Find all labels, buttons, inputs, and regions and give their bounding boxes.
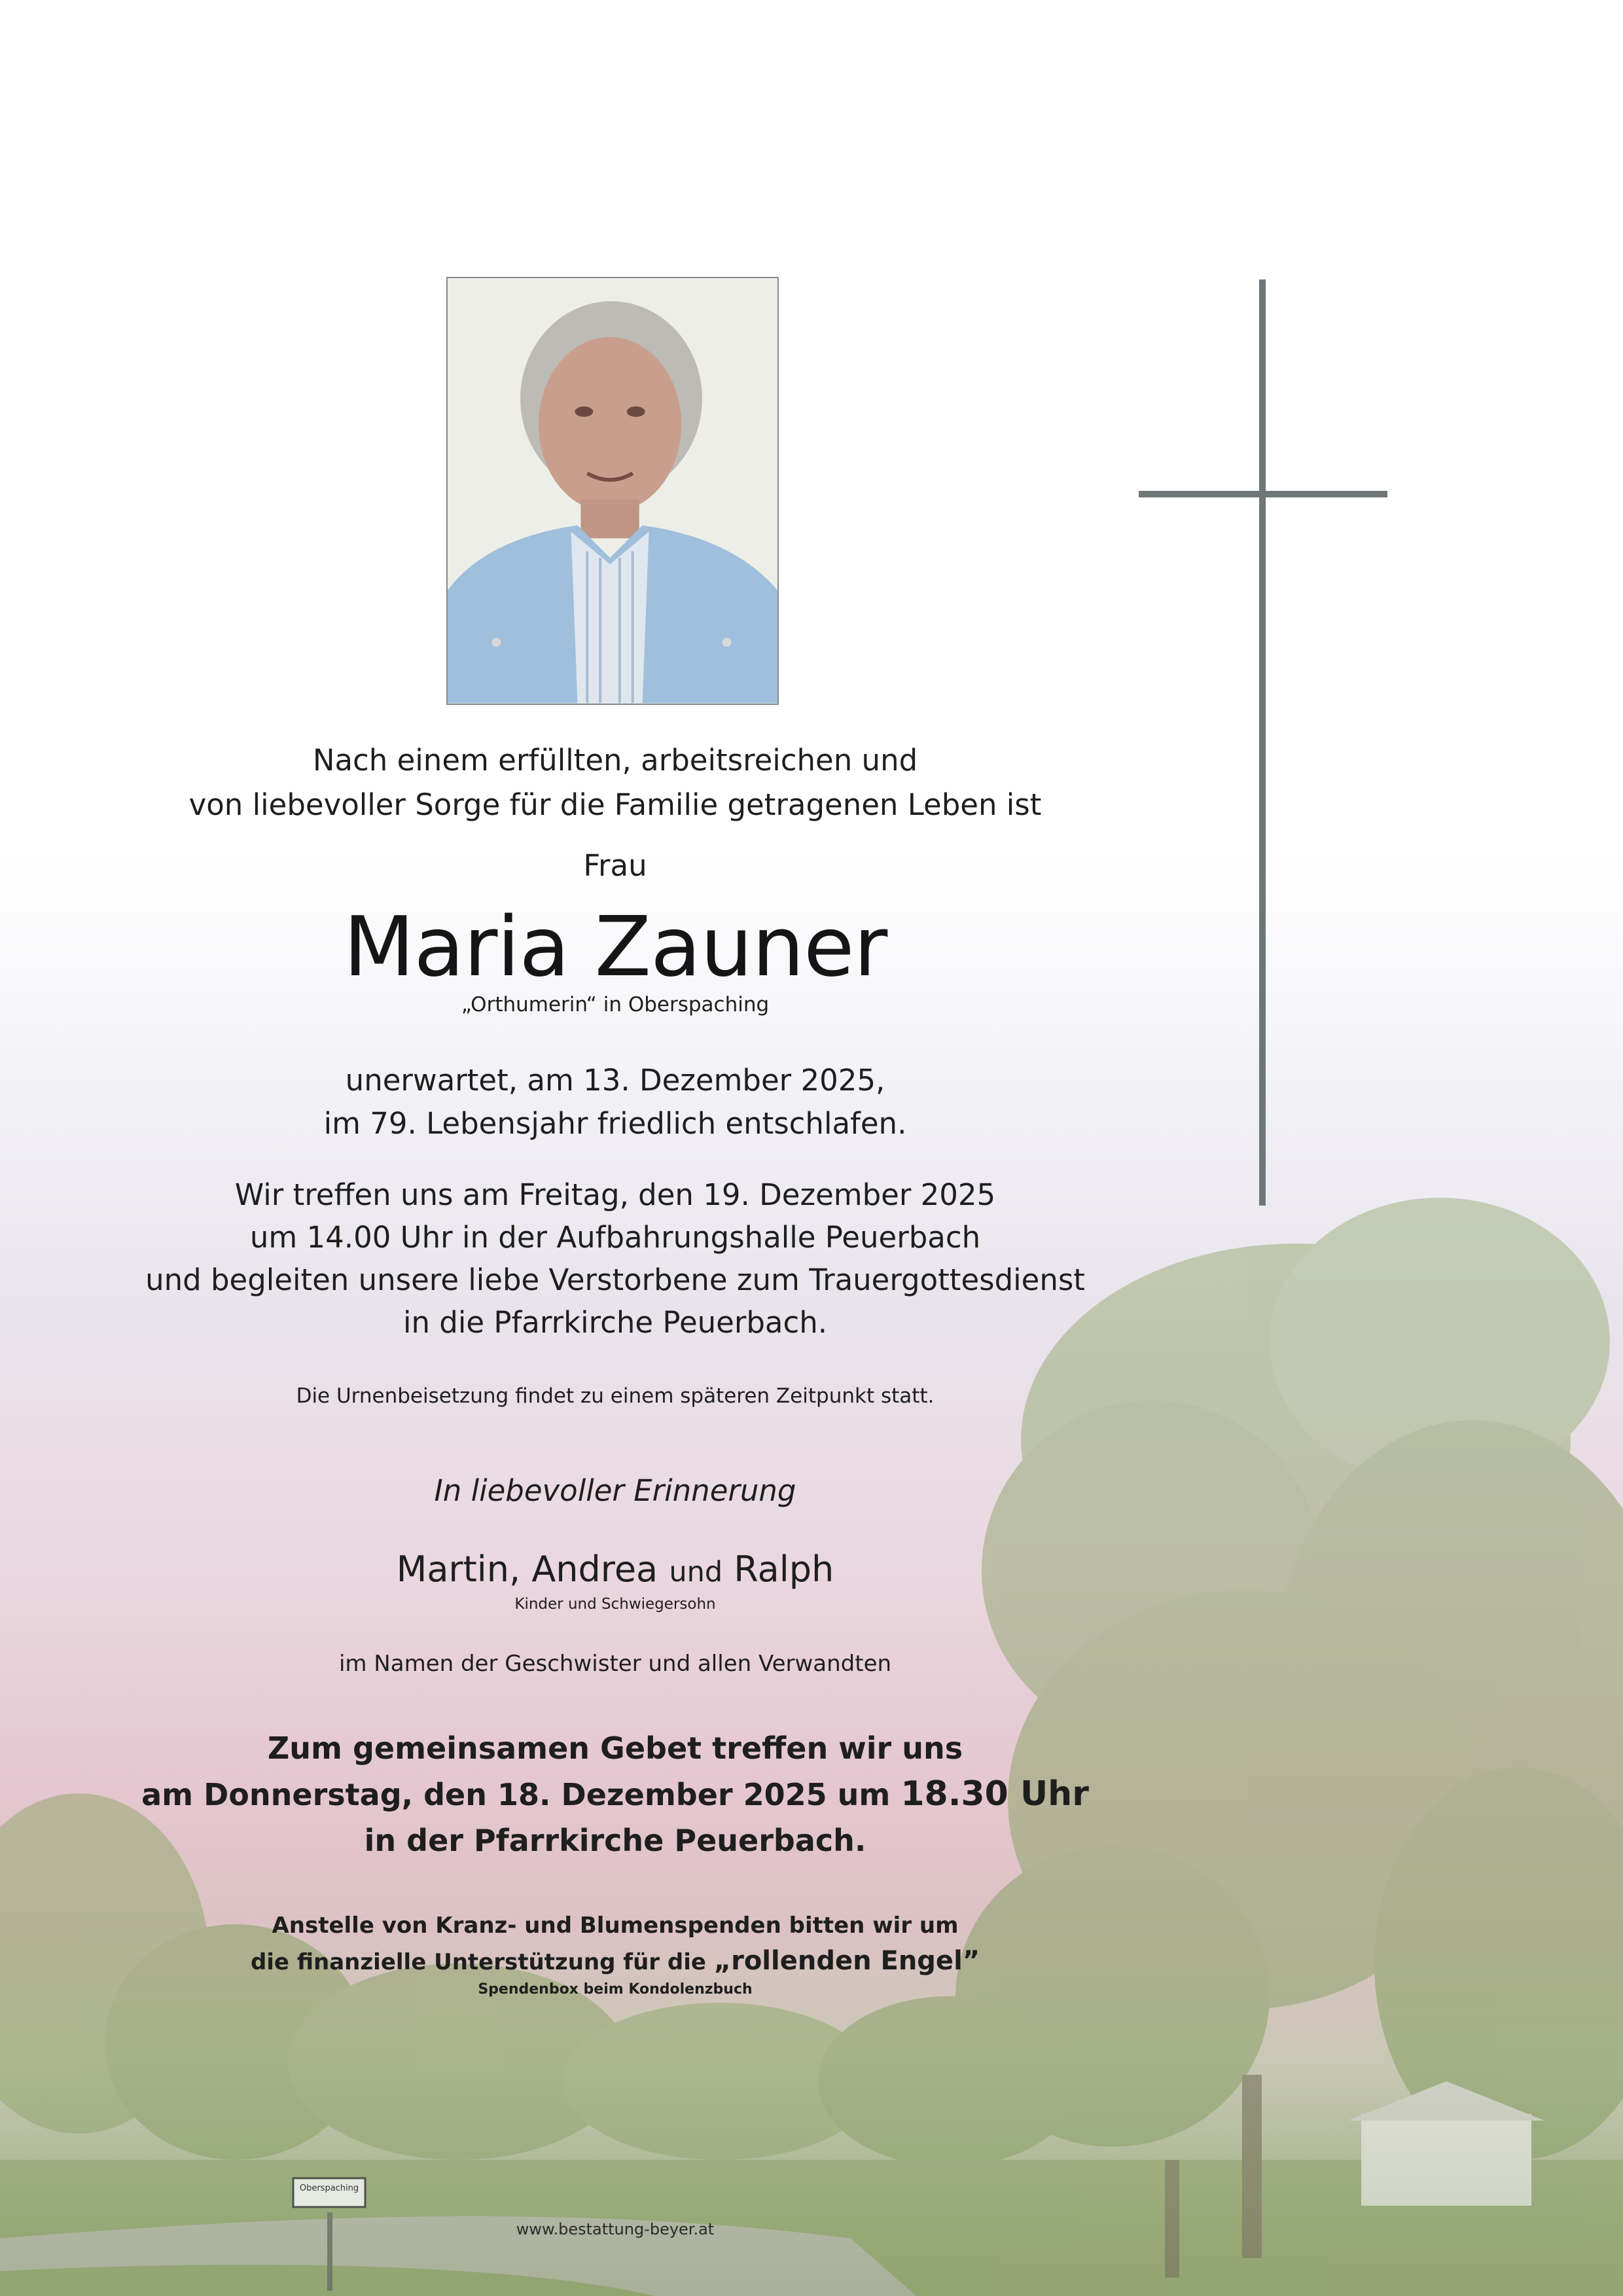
mourner-conjunction: und (669, 1556, 723, 1588)
salutation: Frau (583, 848, 647, 883)
road-sign-text: Oberspaching (299, 2183, 359, 2193)
prayer-line-3: in der Pfarrkirche Peuerbach. (364, 1823, 866, 1858)
mourner-name-2: Ralph (734, 1549, 834, 1590)
website-url: www.bestattung-beyer.at (516, 2220, 715, 2238)
donation-line-2-text: die finanzielle Unterstützung für die (250, 1949, 706, 1975)
mourner-name-1: Martin, Andrea (396, 1549, 658, 1590)
donation-note: Spendenbox beim Kondolenzbuch (478, 1981, 753, 1998)
siblings-note: im Namen der Geschwister und allen Verwandten (338, 1651, 892, 1677)
meeting-line-1: Wir treffen uns am Freitag, den 19. Dezember 2025 (234, 1177, 996, 1212)
donation-line-2 (118, 1943, 1113, 1980)
mourner-subtitle: Kinder und Schwiegersohn (514, 1596, 716, 1613)
meeting-line-4: in die Pfarrkirche Peuerbach. (402, 1305, 828, 1340)
nickname: „Orthumerin“ in Oberspaching (461, 993, 770, 1016)
deceased-name: Maria Zauner (343, 899, 887, 995)
urn-note: Die Urnenbeisetzung findet zu einem späteren Zeitpunkt statt. (296, 1384, 935, 1408)
intro-line-2: von liebevoller Sorge für die Familie getragenen Leben ist (188, 787, 1042, 822)
prayer-line-2 (118, 1771, 1113, 1818)
prayer-line-1: Zum gemeinsamen Gebet treffen wir uns (267, 1731, 963, 1766)
death-info (118, 1059, 1113, 1145)
memory-heading: In liebevoller Erinnerung (434, 1473, 796, 1508)
donation-info (118, 1908, 1113, 1980)
intro-line-1: Nach einem erfüllten, arbeitsreichen und (312, 743, 918, 778)
intro-text (118, 738, 1113, 827)
prayer-line-2-text: am Donnerstag, den 18. Dezember 2025 um (141, 1777, 891, 1812)
donation-line-1: Anstelle von Kranz- und Blumenspenden bitten wir um (272, 1912, 959, 1939)
meeting-line-2: um 14.00 Uhr in der Aufbahrungshalle Peuerbach (249, 1220, 981, 1255)
funeral-meeting-info (118, 1174, 1113, 1344)
prayer-info (118, 1725, 1113, 1863)
charity-name: „rollenden Engel” (713, 1946, 980, 1976)
death-line-1: unerwartet, am 13. Dezember 2025, (345, 1063, 885, 1098)
meeting-line-3: und begleiten unsere liebe Verstorbene zum Trauergottesdienst (145, 1263, 1085, 1297)
cross-horizontal-bar (1139, 491, 1387, 497)
prayer-time: 18.30 Uhr (901, 1774, 1089, 1814)
death-line-2: im 79. Lebensjahr friedlich entschlafen. (323, 1106, 907, 1141)
cross-vertical-bar (1259, 279, 1266, 1206)
mourner-names (118, 1546, 1113, 1596)
portrait-photo (446, 277, 779, 705)
